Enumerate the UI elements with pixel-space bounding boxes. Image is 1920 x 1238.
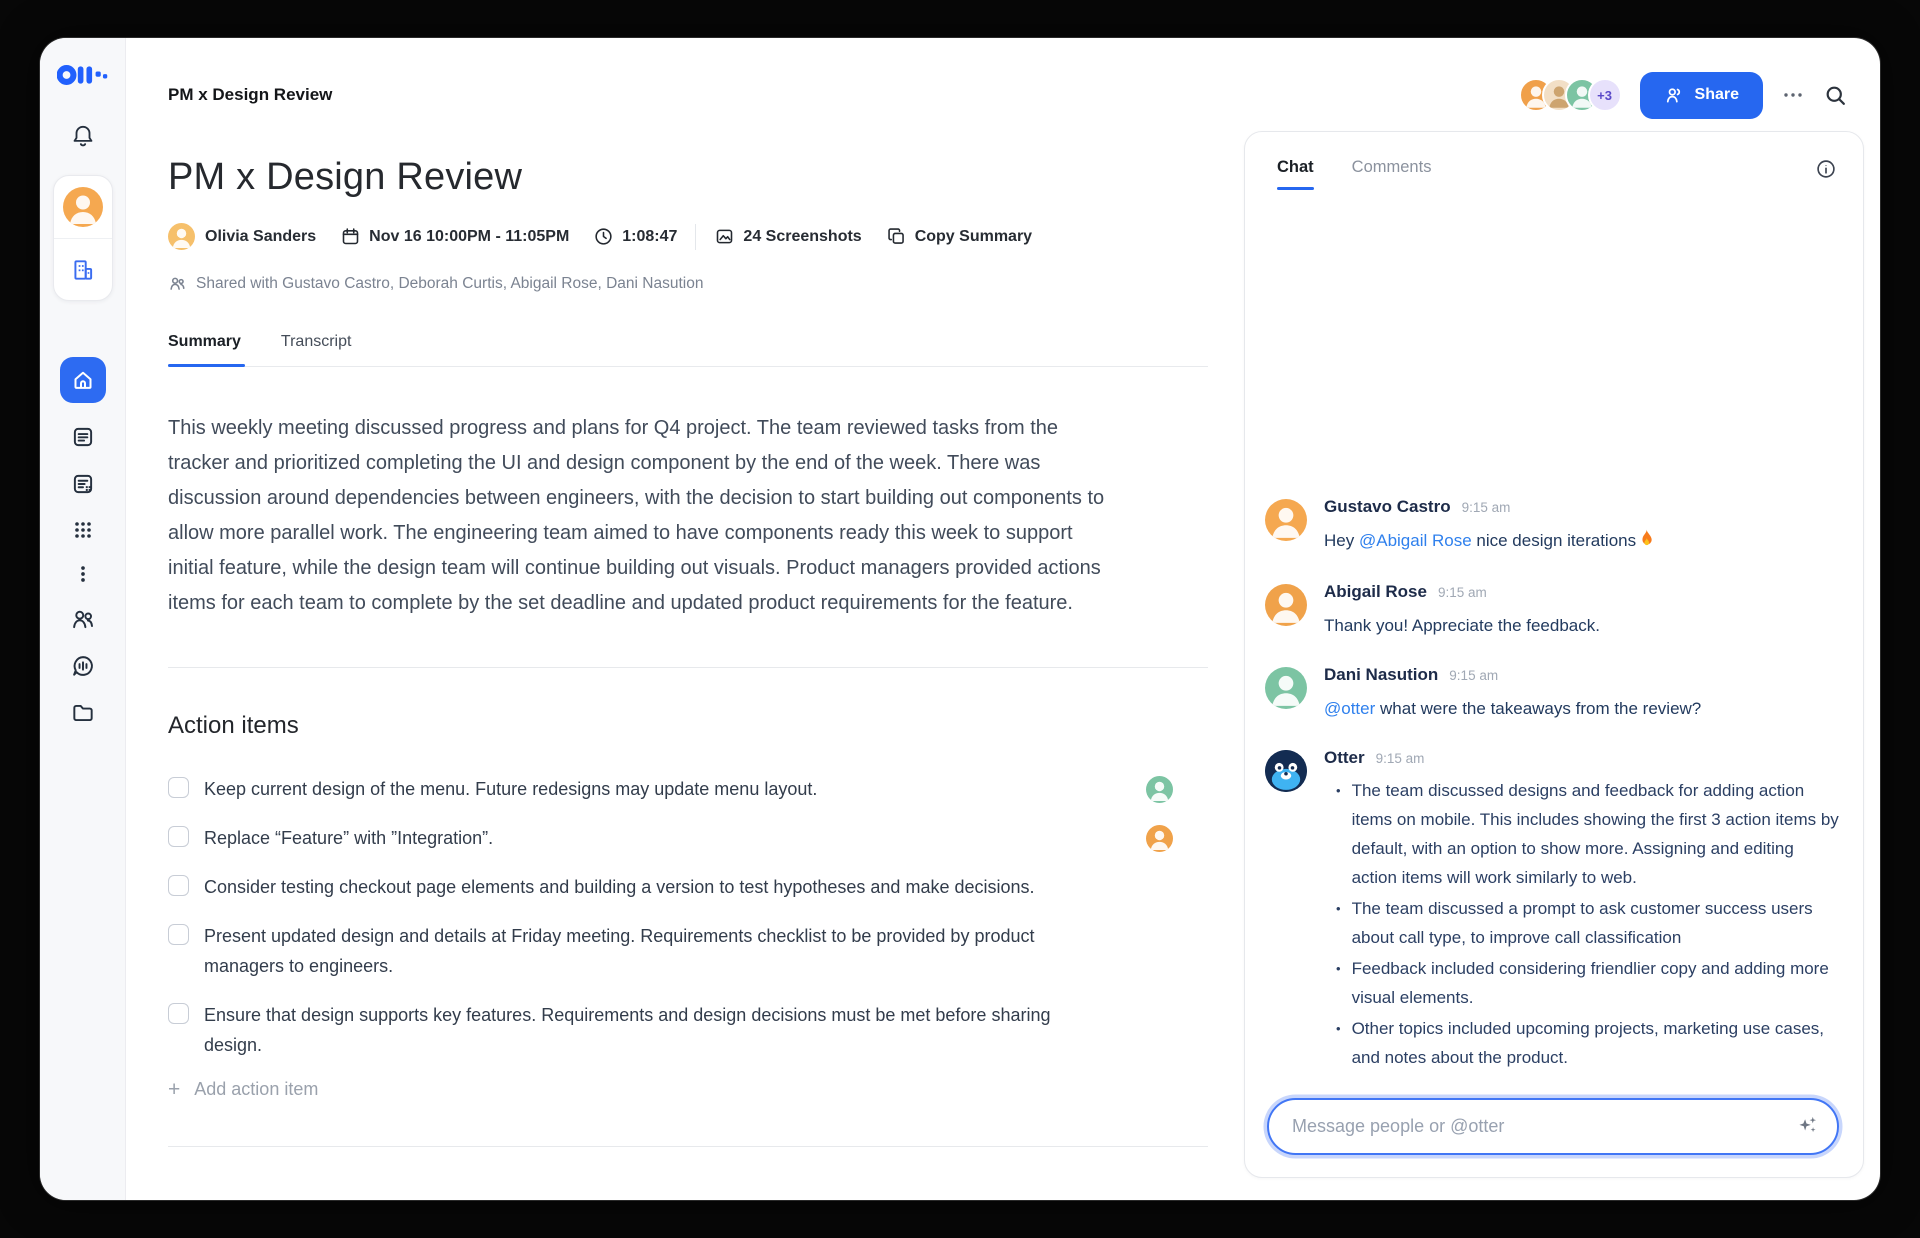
message-text: @otter what were the takeaways from the review? — [1324, 699, 1702, 718]
bullet-item: • Other topics included upcoming projects, marketing use cases, and notes about the product. — [1336, 1019, 1825, 1067]
copy-icon — [886, 226, 907, 247]
section-divider — [168, 1146, 1208, 1147]
chat-message — [1265, 665, 1839, 723]
action-item-row: Present updated design and details at Friday meeting. Requirements checklist to be provided by product managers to engineers. — [168, 921, 1173, 981]
page-title: PM x Design Review — [168, 156, 523, 198]
action-item-row: Keep current design of the menu. Future redesigns may update menu layout. — [168, 774, 1173, 804]
extra-collaborators-badge[interactable]: +3 — [1588, 78, 1622, 112]
message-author: Dani Nasution — [1324, 665, 1439, 684]
action-item-checkbox[interactable] — [168, 875, 189, 896]
sparkle-ai-icon[interactable] — [1796, 1113, 1819, 1141]
sidebar-user-avatar[interactable] — [54, 176, 112, 238]
message-text: Hey @Abigail Rose nice design iterations — [1324, 526, 1839, 557]
assignee-avatar[interactable] — [1146, 776, 1173, 803]
shared-with-row: Shared with Gustavo Castro, Deborah Curtis, Abigail Rose, Dani Nasution — [168, 274, 1208, 293]
owner-name: Olivia Sanders — [205, 227, 317, 245]
message-author: Gustavo Castro — [1324, 497, 1451, 516]
otter-summary-bullets — [1324, 776, 1839, 1072]
sidebar-voice-chat-button[interactable] — [70, 653, 96, 679]
action-item-row: Ensure that design supports key features. Requirements and design decisions must be met before sharing design. — [168, 1000, 1173, 1060]
sidebar-nav — [60, 357, 106, 726]
action-item-checkbox[interactable] — [168, 777, 189, 798]
topbar — [126, 38, 1880, 126]
screenshots-button[interactable]: 24 Screenshots — [714, 226, 861, 247]
notifications-bell-icon[interactable] — [70, 123, 96, 149]
meeting-meta-row — [168, 223, 1208, 250]
plus-icon: + — [168, 1078, 181, 1101]
message-text: Thank you! Appreciate the feedback. — [1324, 616, 1600, 635]
message-time: 9:15 am — [1437, 585, 1487, 600]
fire-emoji-icon — [1638, 528, 1655, 557]
meeting-datetime: Nov 16 10:00PM - 11:05PM — [340, 226, 569, 247]
share-label: Share — [1694, 86, 1739, 103]
action-item-checkbox[interactable] — [168, 924, 189, 945]
action-item-row: Consider testing checkout page elements and building a version to test hypotheses and make decisions. — [168, 872, 1173, 902]
message-author: Otter — [1324, 748, 1365, 767]
sidebar-folder-button[interactable] — [70, 700, 96, 726]
bullet-item: • The team discussed designs and feedback for adding action items on mobile. This includes showing the first 3 action items by default, with an option to show more. Assigning and editing action items will work similarly to web. — [1336, 781, 1839, 887]
chat-input-container — [1267, 1098, 1839, 1155]
summary-paragraph: This weekly meeting discussed progress and plans for Q4 project. The team reviewed tasks from the tracker and prioritized completing the UI and design component by the end of the week. There was discussion around dependencies between engineers, with the decision to start building out components to allow more parallel work. The engineering team aimed to have components ready this week to support initial feature, while the design team will continue building out visuals. Product managers provided actions items for each team to complete by the set deadline and updated product requirements for the feature. — [168, 417, 1105, 614]
search-icon[interactable] — [1823, 83, 1848, 108]
message-time: 9:15 am — [1449, 668, 1499, 683]
document-tabs — [168, 333, 1208, 367]
tab-summary[interactable]: Summary — [168, 333, 241, 366]
share-button[interactable] — [1640, 72, 1763, 119]
clock-icon — [593, 226, 614, 247]
share-people-icon — [1664, 85, 1685, 106]
mention-link[interactable]: @Abigail Rose — [1358, 531, 1472, 550]
bullet-item: • The team discussed a prompt to ask customer success users about call type, to improve call classification — [1336, 899, 1813, 947]
document-panel — [126, 126, 1244, 1200]
info-icon[interactable] — [1815, 158, 1837, 180]
assignee-avatar[interactable] — [1146, 825, 1173, 852]
sidebar-more-button[interactable] — [72, 563, 94, 585]
calendar-icon — [340, 226, 361, 247]
main-area — [126, 38, 1880, 1200]
sidebar-apps-grid-button[interactable] — [71, 518, 95, 542]
chat-message-input[interactable] — [1267, 1098, 1839, 1155]
chat-panel — [1244, 131, 1864, 1178]
tab-comments[interactable]: Comments — [1352, 158, 1432, 190]
topbar-title: PM x Design Review — [168, 85, 333, 104]
action-items-list — [168, 774, 1173, 1060]
add-action-item-button[interactable]: + Add action item — [168, 1078, 319, 1101]
collaborator-avatars[interactable] — [1519, 78, 1622, 112]
screenshots-icon — [714, 226, 735, 247]
more-options-icon[interactable] — [1781, 83, 1805, 107]
chat-message — [1265, 497, 1839, 557]
otter-bot-avatar — [1265, 750, 1307, 792]
message-time: 9:15 am — [1375, 751, 1425, 766]
sidebar-notes-button[interactable] — [70, 424, 96, 450]
mention-link[interactable]: @otter — [1324, 699, 1376, 718]
sidebar-contacts-button[interactable] — [70, 606, 96, 632]
section-divider — [168, 667, 1208, 668]
chat-message — [1265, 748, 1839, 1072]
copy-summary-button[interactable]: Copy Summary — [886, 226, 1032, 247]
tab-transcript[interactable]: Transcript — [281, 333, 352, 366]
otter-logo — [57, 62, 109, 93]
action-item-checkbox[interactable] — [168, 826, 189, 847]
chat-tabs — [1245, 132, 1863, 190]
action-item-row: Replace “Feature” with ”Integration”. — [168, 823, 1173, 853]
message-time: 9:15 am — [1461, 500, 1511, 515]
chat-message — [1265, 582, 1839, 640]
message-avatar — [1265, 584, 1307, 626]
chat-messages[interactable] — [1245, 190, 1863, 1086]
meeting-duration: 1:08:47 — [593, 226, 677, 247]
workspace-building-icon[interactable] — [54, 238, 112, 300]
sidebar-checklist-button[interactable] — [70, 471, 96, 497]
sidebar — [40, 38, 126, 1200]
action-item-checkbox[interactable] — [168, 1003, 189, 1024]
sidebar-home-button[interactable] — [60, 357, 106, 403]
owner-avatar — [168, 223, 195, 250]
action-items-heading: Action items — [168, 712, 299, 739]
bullet-item: • Feedback included considering friendlier copy and adding more visual elements. — [1336, 959, 1829, 1007]
tab-chat[interactable]: Chat — [1277, 158, 1314, 190]
message-avatar — [1265, 499, 1307, 541]
divider — [695, 224, 696, 250]
app-window — [40, 38, 1880, 1200]
message-author: Abigail Rose — [1324, 582, 1427, 601]
workspace-card — [53, 175, 113, 301]
shared-people-icon — [168, 274, 187, 293]
message-avatar — [1265, 667, 1307, 709]
